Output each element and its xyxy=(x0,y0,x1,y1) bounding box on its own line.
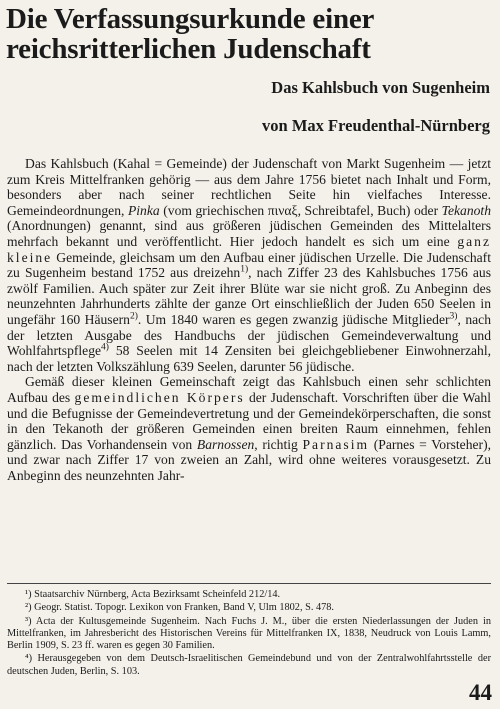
footnote-divider xyxy=(7,583,491,584)
spaced-emphasis: gemeindlichen Körpers xyxy=(74,389,245,405)
text-run: (vom griechischen πιναξ, Schreibtafel, Buch) oder xyxy=(159,202,442,218)
footnote-ref: 1) xyxy=(240,264,249,275)
text-run: Gemäß dieser kleinen Gemeinschaft zeigt das Kahlsbuch einen sehr schlichten Aufbau des xyxy=(7,374,491,405)
text-run: Das Kahlsbuch (Kahal = Gemeinde) der Judenschaft von Markt Sugenheim — jetzt zum Kreis Mittelfranken gehörig — aus dem Jahre 1756 bietet nach Inhalt und Form, besonders aber nach seiner rechtlichen Seite hin vielfaches Interesse. Gemeindeordnungen, xyxy=(7,156,491,218)
article-subtitle: Das Kahlsbuch von Sugenheim xyxy=(271,78,490,97)
italic-term: Barnossen xyxy=(196,436,255,452)
spaced-emphasis: ganz kleine xyxy=(7,233,491,265)
article-title xyxy=(6,4,494,64)
footnotes xyxy=(7,589,491,679)
spaced-emphasis: Parnasim xyxy=(302,436,370,452)
article-author: von Max Freudenthal-Nürnberg xyxy=(262,116,490,135)
italic-term: Tekanoth xyxy=(441,202,491,218)
text-run: (Parnes = Vorsteher), und zwar nach Ziffer 17 von zweien an Zahl, wird ohne weiteres vorausgesetzt. Zu Anbeginn des neunzehnten Jahr- xyxy=(7,436,491,483)
article-body xyxy=(7,156,491,483)
text-run: . Um 1840 waren es gegen zwanzig jüdische Mitglieder xyxy=(137,311,450,327)
italic-term: Pinka xyxy=(127,202,160,218)
footnote-4: ⁴) Herausgegeben von dem Deutsch-Israelitischen Gemeindebund und von der Zentralwohlfahrtsstelle der deutschen Juden, Berlin, S. 103. xyxy=(7,653,491,677)
paragraph-2 xyxy=(7,374,491,483)
footnote-3: ³) Acta der Kultusgemeinde Sugenheim. Nach Fuchs J. M., über die ersten Niederlassungen der Juden in Mittelfranken, im Jahresbericht des Historischen Vereins für Mittelfranken IX, 1838, Neudruck von Louis Lamm, Berlin 1909, S. 23 ff. waren es gegen 30 Familien. xyxy=(7,615,491,652)
footnote-ref: 4) xyxy=(101,342,109,353)
footnote-ref: 2) xyxy=(129,311,138,322)
page-number: 44 xyxy=(469,680,492,705)
title-line-2: reichsritterlichen Judenschaft xyxy=(6,33,371,65)
title-line-1: Die Verfassungsurkunde einer xyxy=(6,3,375,35)
paragraph-1 xyxy=(7,156,491,374)
text-run: 58 Seelen mit 14 Zensiten bei gleichgebliebener Einwohnerzahl, nach der letzten Volkszählung 639 Seelen, darunter 56 jüdische. xyxy=(7,343,491,374)
footnote-ref: 3) xyxy=(449,311,458,322)
text-run: , richtig xyxy=(254,436,303,452)
footnote-2: ²) Geogr. Statist. Topogr. Lexikon von Franken, Band V, Ulm 1802, S. 478. xyxy=(25,602,334,614)
text-run: der Judenschaft. Vorschriften über die Wahl und die Befugnisse der Gemeindevertretung und der Gemeindekörperschaften, die sonst in den Tekanoth der größeren Gemeinden einen breiten Raum einnehmen, fehlen gänzlich. Das Vorhandensein von xyxy=(7,389,491,452)
text-run: , nach der letzten Ausgabe des Handbuchs der jüdischen Gemeindeverwaltung und Wohlfahrtspflege xyxy=(7,311,492,359)
text-run: (Anordnungen) genannt, sind aus größeren jüdischen Gemeinden des Mittelalters mehrfach bekannt und veröffentlicht. Hier jedoch handelt es sich um eine xyxy=(7,218,491,249)
text-run: , nach Ziffer 23 des Kahlsbuches 1756 aus zwölf Familien. Auch später zur Zeit ihrer Blüte war sie nicht groß. Zu Anbeginn des neunzehnten Jahrhunderts zählte der ganze Ort einschließlich der Juden 650 Seelen in ungefähr 160 Häusern xyxy=(7,265,491,327)
footnote-1: ¹) Staatsarchiv Nürnberg, Acta Bezirksamt Scheinfeld 212/14. xyxy=(25,589,281,600)
text-run: Gemeinde, gleichsam um den Aufbau einer jüdischen Urzelle. Die Judenschaft zu Sugenheim bestand 1752 aus dreizehn xyxy=(7,249,491,281)
